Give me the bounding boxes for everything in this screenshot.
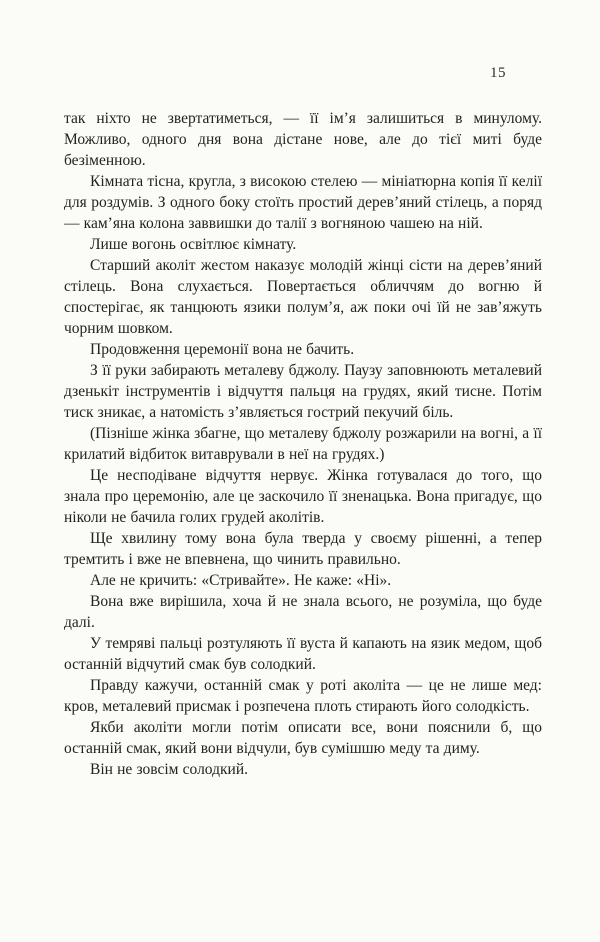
paragraph: так ніхто не звертатиметься, — її ім’я залишиться в минулому. Можливо, одного дня вона дістане нове, але до тієї миті буде безіменною. [64,110,542,169]
paragraph: Він не зовсім солодкий. [90,761,248,778]
paragraph: Кімната тісна, кругла, з високою стелею — мініатюрна копія її келії для роздумів. З одного боку стоїть простий дерев’яний стілець, а поряд — кам’яна колона заввишки до талії з вогняною чашею на ній. [64,173,542,232]
body-text [64,108,542,780]
page-number: 15 [490,65,506,81]
paragraph: Старший аколіт жестом наказує молодій жінці сісти на дерев’яний стілець. Вона слухається. Повертається обличчям до вогню й спостерігає, як танцюють язики полум’я, аж поки очі їй не зав’яжуть чорним шовком. [64,257,542,337]
paragraph: Продовження церемонії вона не бачить. [90,341,355,358]
paragraph: Вона вже вирішила, хоча й не знала всього, не розуміла, що буде далі. [64,593,542,631]
paragraph: У темряві пальці розтуляють її вуста й капають на язик медом, щоб останній відчутий смак був солодкий. [64,635,542,673]
page-header [64,64,542,82]
paragraph: Але не кричить: «Стривайте». Не каже: «Ні». [90,572,392,589]
paragraph: Лише вогонь освітлює кімнату. [90,236,297,253]
paragraph: Це несподіване відчуття нервує. Жінка готувалася до того, що знала про церемонію, але це заскочило її зненацька. Вона пригадує, що ніколи не бачила голих грудей аколітів. [64,467,542,526]
paragraph: Правду кажучи, останній смак у роті аколіта — це не лише мед: кров, металевий присмак і розпечена плоть стирають його солодкість. [64,677,542,715]
paragraph: (Пізніше жінка збагне, що металеву бджолу розжарили на вогні, а її крилатий відбиток витаврували в неї на грудях.) [64,425,542,463]
paragraph: Ще хвилину тому вона була тверда у своєму рішенні, а тепер тремтить і вже не впевнена, що чинить правильно. [64,530,542,568]
paragraph: Якби аколіти могли потім описати все, вони пояснили б, що останній смак, який вони відчули, був сумішшю меду та диму. [64,719,542,757]
paragraph: З її руки забирають металеву бджолу. Паузу заповнюють металевий дзенькіт інструментів і відчуття пальця на грудях, який тисне. Потім тиск зникає, а натомість з’являється гострий пекучий біль. [64,362,542,421]
